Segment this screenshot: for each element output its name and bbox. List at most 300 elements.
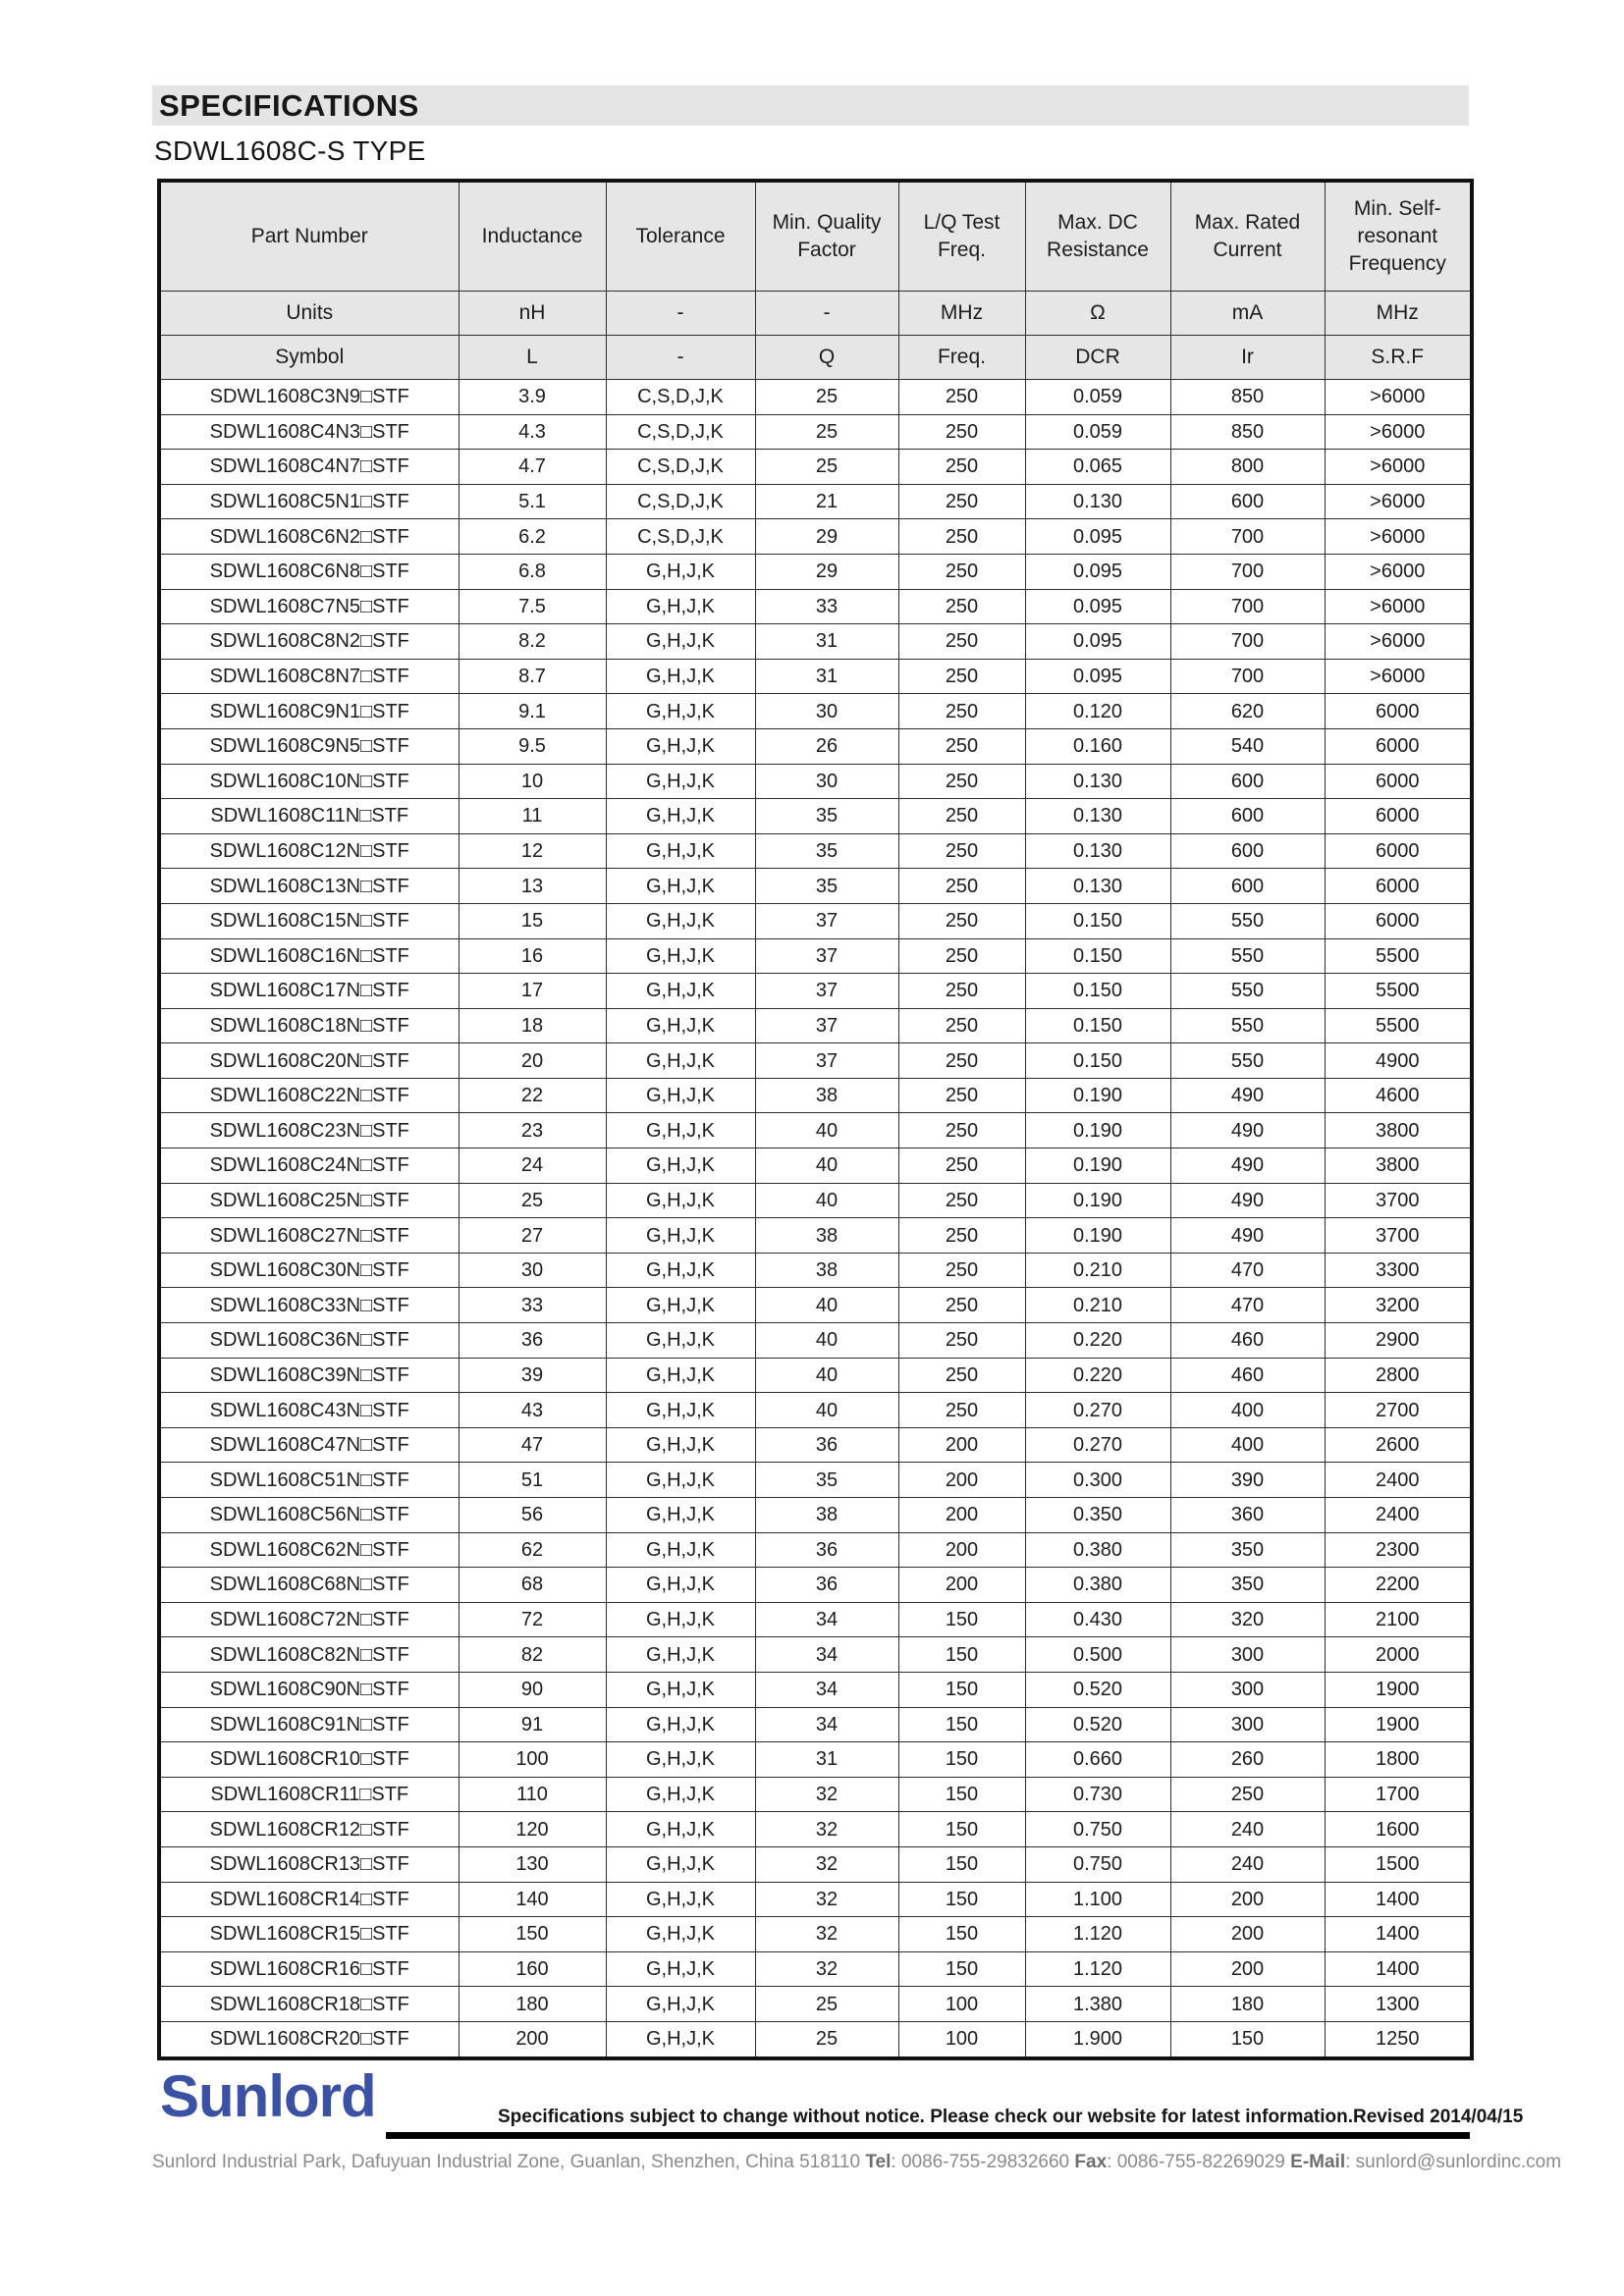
- table-row: [159, 938, 1472, 974]
- cell-min_self_resonant_frequency: 1400: [1325, 1882, 1472, 1917]
- header-row: [159, 181, 1472, 292]
- cell-inductance: 51: [459, 1463, 606, 1498]
- cell-min_self_resonant_frequency: 4900: [1325, 1043, 1472, 1079]
- cell-min_quality_factor: 26: [755, 728, 898, 764]
- cell-max_dc_resistance: 0.300: [1025, 1463, 1170, 1498]
- cell-inductance: 12: [459, 833, 606, 869]
- cell-tolerance: G,H,J,K: [606, 728, 755, 764]
- cell-part_number: SDWL1608C16N□STF: [159, 938, 459, 974]
- cell-max_rated_current: 300: [1170, 1707, 1325, 1742]
- cell-max_rated_current: 550: [1170, 903, 1325, 938]
- cell-min_self_resonant_frequency: 3800: [1325, 1148, 1472, 1184]
- cell-max_rated_current: 240: [1170, 1812, 1325, 1847]
- cell-lq_test_freq: 250: [898, 380, 1025, 415]
- cell-max_rated_current: 390: [1170, 1463, 1325, 1498]
- cell-min_self_resonant_frequency: 2200: [1325, 1568, 1472, 1603]
- col-header-min-srf: Min. Self-resonant Frequency: [1325, 181, 1472, 292]
- cell-part_number: SDWL1608CR15□STF: [159, 1917, 459, 1952]
- cell-inductance: 90: [459, 1672, 606, 1707]
- symbol-quality-factor: Q: [755, 336, 898, 380]
- cell-tolerance: G,H,J,K: [606, 1951, 755, 1987]
- cell-max_rated_current: 490: [1170, 1113, 1325, 1148]
- cell-part_number: SDWL1608C62N□STF: [159, 1532, 459, 1568]
- col-header-lq-test-freq: L/Q Test Freq.: [898, 181, 1025, 292]
- cell-tolerance: G,H,J,K: [606, 554, 755, 589]
- cell-max_rated_current: 550: [1170, 1008, 1325, 1043]
- cell-tolerance: G,H,J,K: [606, 589, 755, 624]
- cell-max_rated_current: 620: [1170, 694, 1325, 729]
- cell-max_rated_current: 600: [1170, 833, 1325, 869]
- cell-inductance: 6.8: [459, 554, 606, 589]
- cell-max_rated_current: 360: [1170, 1498, 1325, 1533]
- cell-inductance: 18: [459, 1008, 606, 1043]
- cell-min_self_resonant_frequency: 2600: [1325, 1427, 1472, 1463]
- unit-srf: MHz: [1325, 292, 1472, 336]
- cell-part_number: SDWL1608C90N□STF: [159, 1672, 459, 1707]
- cell-min_self_resonant_frequency: 3200: [1325, 1288, 1472, 1323]
- cell-min_self_resonant_frequency: >6000: [1325, 380, 1472, 415]
- cell-part_number: SDWL1608C8N2□STF: [159, 624, 459, 660]
- sunlord-logo: Sunlord: [160, 2063, 376, 2129]
- cell-lq_test_freq: 250: [898, 903, 1025, 938]
- cell-lq_test_freq: 150: [898, 1951, 1025, 1987]
- cell-part_number: SDWL1608CR11□STF: [159, 1777, 459, 1812]
- unit-tolerance: -: [606, 292, 755, 336]
- cell-tolerance: G,H,J,K: [606, 833, 755, 869]
- cell-min_self_resonant_frequency: 6000: [1325, 764, 1472, 799]
- cell-part_number: SDWL1608C39N□STF: [159, 1358, 459, 1393]
- cell-lq_test_freq: 250: [898, 1218, 1025, 1254]
- cell-inductance: 150: [459, 1917, 606, 1952]
- cell-inductance: 91: [459, 1707, 606, 1742]
- cell-lq_test_freq: 150: [898, 1846, 1025, 1882]
- cell-tolerance: G,H,J,K: [606, 1602, 755, 1637]
- cell-part_number: SDWL1608C9N1□STF: [159, 694, 459, 729]
- table-row: [159, 1043, 1472, 1079]
- cell-part_number: SDWL1608C30N□STF: [159, 1253, 459, 1288]
- cell-min_quality_factor: 36: [755, 1568, 898, 1603]
- cell-max_rated_current: 460: [1170, 1323, 1325, 1359]
- cell-max_rated_current: 150: [1170, 2021, 1325, 2057]
- revised-date: Revised 2014/04/15: [1353, 2107, 1524, 2127]
- table-row: [159, 1393, 1472, 1428]
- cell-inductance: 36: [459, 1323, 606, 1359]
- cell-inductance: 180: [459, 1987, 606, 2022]
- cell-lq_test_freq: 200: [898, 1463, 1025, 1498]
- cell-tolerance: G,H,J,K: [606, 1672, 755, 1707]
- cell-max_dc_resistance: 0.350: [1025, 1498, 1170, 1533]
- table-row: [159, 1637, 1472, 1673]
- cell-part_number: SDWL1608C18N□STF: [159, 1008, 459, 1043]
- cell-inductance: 8.2: [459, 624, 606, 660]
- cell-part_number: SDWL1608C4N3□STF: [159, 414, 459, 450]
- cell-inductance: 4.7: [459, 450, 606, 485]
- cell-tolerance: C,S,D,J,K: [606, 380, 755, 415]
- cell-max_rated_current: 240: [1170, 1846, 1325, 1882]
- cell-max_dc_resistance: 0.190: [1025, 1113, 1170, 1148]
- cell-max_rated_current: 300: [1170, 1672, 1325, 1707]
- cell-part_number: SDWL1608C9N5□STF: [159, 728, 459, 764]
- section-title-bar: [152, 85, 1469, 126]
- cell-part_number: SDWL1608CR10□STF: [159, 1742, 459, 1778]
- cell-max_dc_resistance: 0.130: [1025, 833, 1170, 869]
- cell-tolerance: G,H,J,K: [606, 1148, 755, 1184]
- part-type-subtitle: SDWL1608C-S TYPE: [154, 135, 426, 166]
- symbol-srf: S.R.F: [1325, 336, 1472, 380]
- cell-min_quality_factor: 33: [755, 589, 898, 624]
- cell-max_rated_current: 600: [1170, 799, 1325, 834]
- cell-part_number: SDWL1608C27N□STF: [159, 1218, 459, 1254]
- cell-part_number: SDWL1608C33N□STF: [159, 1288, 459, 1323]
- cell-min_self_resonant_frequency: 1300: [1325, 1987, 1472, 2022]
- cell-min_quality_factor: 32: [755, 1846, 898, 1882]
- cell-min_quality_factor: 35: [755, 799, 898, 834]
- cell-inductance: 6.2: [459, 519, 606, 555]
- cell-max_rated_current: 700: [1170, 589, 1325, 624]
- cell-max_rated_current: 320: [1170, 1602, 1325, 1637]
- cell-min_quality_factor: 36: [755, 1427, 898, 1463]
- cell-max_dc_resistance: 0.210: [1025, 1288, 1170, 1323]
- cell-max_rated_current: 200: [1170, 1882, 1325, 1917]
- cell-inductance: 9.1: [459, 694, 606, 729]
- table-row: [159, 1987, 1472, 2022]
- cell-part_number: SDWL1608C17N□STF: [159, 974, 459, 1009]
- cell-min_quality_factor: 36: [755, 1532, 898, 1568]
- cell-tolerance: G,H,J,K: [606, 1498, 755, 1533]
- cell-min_self_resonant_frequency: 1900: [1325, 1707, 1472, 1742]
- cell-max_dc_resistance: 0.270: [1025, 1427, 1170, 1463]
- cell-min_self_resonant_frequency: 2900: [1325, 1323, 1472, 1359]
- cell-inductance: 8.7: [459, 659, 606, 694]
- cell-tolerance: G,H,J,K: [606, 1568, 755, 1603]
- cell-tolerance: G,H,J,K: [606, 1532, 755, 1568]
- cell-min_quality_factor: 40: [755, 1113, 898, 1148]
- cell-min_quality_factor: 32: [755, 1777, 898, 1812]
- cell-lq_test_freq: 250: [898, 1288, 1025, 1323]
- unit-quality-factor: -: [755, 292, 898, 336]
- table-row: [159, 764, 1472, 799]
- cell-max_rated_current: 540: [1170, 728, 1325, 764]
- table-row: [159, 519, 1472, 555]
- cell-inductance: 39: [459, 1358, 606, 1393]
- cell-min_quality_factor: 25: [755, 414, 898, 450]
- cell-inductance: 5.1: [459, 484, 606, 519]
- symbol-test-freq: Freq.: [898, 336, 1025, 380]
- cell-max_rated_current: 250: [1170, 1777, 1325, 1812]
- col-header-max-rated-current: Max. Rated Current: [1170, 181, 1325, 292]
- cell-min_quality_factor: 34: [755, 1637, 898, 1673]
- cell-tolerance: C,S,D,J,K: [606, 484, 755, 519]
- cell-max_dc_resistance: 0.120: [1025, 694, 1170, 729]
- cell-min_self_resonant_frequency: 1800: [1325, 1742, 1472, 1778]
- unit-test-freq: MHz: [898, 292, 1025, 336]
- cell-lq_test_freq: 250: [898, 764, 1025, 799]
- cell-max_rated_current: 470: [1170, 1288, 1325, 1323]
- table-row: [159, 484, 1472, 519]
- tel-number: : 0086-755-29832660: [891, 2152, 1070, 2172]
- table-row: [159, 659, 1472, 694]
- cell-lq_test_freq: 250: [898, 1043, 1025, 1079]
- cell-max_rated_current: 550: [1170, 974, 1325, 1009]
- cell-lq_test_freq: 250: [898, 624, 1025, 660]
- cell-max_dc_resistance: 0.380: [1025, 1532, 1170, 1568]
- table-row: [159, 1707, 1472, 1742]
- cell-min_quality_factor: 25: [755, 1987, 898, 2022]
- cell-max_dc_resistance: 0.380: [1025, 1568, 1170, 1603]
- cell-inductance: 43: [459, 1393, 606, 1428]
- cell-min_self_resonant_frequency: 2700: [1325, 1393, 1472, 1428]
- cell-lq_test_freq: 150: [898, 1707, 1025, 1742]
- cell-inductance: 47: [459, 1427, 606, 1463]
- cell-tolerance: G,H,J,K: [606, 1812, 755, 1847]
- cell-min_quality_factor: 32: [755, 1917, 898, 1952]
- cell-min_self_resonant_frequency: >6000: [1325, 659, 1472, 694]
- cell-part_number: SDWL1608C11N□STF: [159, 799, 459, 834]
- cell-min_self_resonant_frequency: 1400: [1325, 1951, 1472, 1987]
- table-row: [159, 1568, 1472, 1603]
- cell-inductance: 11: [459, 799, 606, 834]
- cell-min_quality_factor: 37: [755, 938, 898, 974]
- cell-lq_test_freq: 200: [898, 1427, 1025, 1463]
- cell-max_dc_resistance: 0.065: [1025, 450, 1170, 485]
- cell-part_number: SDWL1608CR20□STF: [159, 2021, 459, 2057]
- cell-min_self_resonant_frequency: 2400: [1325, 1498, 1472, 1533]
- cell-min_quality_factor: 31: [755, 659, 898, 694]
- table-row: [159, 589, 1472, 624]
- cell-inductance: 62: [459, 1532, 606, 1568]
- cell-inductance: 56: [459, 1498, 606, 1533]
- cell-inductance: 100: [459, 1742, 606, 1778]
- cell-min_quality_factor: 34: [755, 1707, 898, 1742]
- col-header-tolerance: Tolerance: [606, 181, 755, 292]
- cell-max_dc_resistance: 0.210: [1025, 1253, 1170, 1288]
- cell-lq_test_freq: 250: [898, 1253, 1025, 1288]
- cell-lq_test_freq: 150: [898, 1602, 1025, 1637]
- cell-min_self_resonant_frequency: >6000: [1325, 414, 1472, 450]
- cell-min_self_resonant_frequency: >6000: [1325, 589, 1472, 624]
- cell-part_number: SDWL1608C3N9□STF: [159, 380, 459, 415]
- cell-lq_test_freq: 250: [898, 938, 1025, 974]
- cell-min_quality_factor: 40: [755, 1148, 898, 1184]
- units-row-label: Units: [159, 292, 459, 336]
- cell-tolerance: G,H,J,K: [606, 1917, 755, 1952]
- cell-tolerance: G,H,J,K: [606, 1043, 755, 1079]
- table-row: [159, 1602, 1472, 1637]
- cell-max_dc_resistance: 0.190: [1025, 1078, 1170, 1113]
- cell-part_number: SDWL1608CR16□STF: [159, 1951, 459, 1987]
- cell-max_dc_resistance: 0.130: [1025, 869, 1170, 904]
- cell-tolerance: G,H,J,K: [606, 903, 755, 938]
- cell-max_dc_resistance: 1.380: [1025, 1987, 1170, 2022]
- cell-tolerance: G,H,J,K: [606, 938, 755, 974]
- cell-min_quality_factor: 40: [755, 1393, 898, 1428]
- cell-tolerance: G,H,J,K: [606, 1637, 755, 1673]
- cell-lq_test_freq: 250: [898, 1358, 1025, 1393]
- cell-part_number: SDWL1608C5N1□STF: [159, 484, 459, 519]
- cell-part_number: SDWL1608CR14□STF: [159, 1882, 459, 1917]
- cell-part_number: SDWL1608C8N7□STF: [159, 659, 459, 694]
- cell-part_number: SDWL1608C47N□STF: [159, 1427, 459, 1463]
- table-row: [159, 1672, 1472, 1707]
- symbol-row: [159, 336, 1472, 380]
- cell-tolerance: C,S,D,J,K: [606, 450, 755, 485]
- cell-min_self_resonant_frequency: 2300: [1325, 1532, 1472, 1568]
- cell-lq_test_freq: 250: [898, 1113, 1025, 1148]
- cell-min_self_resonant_frequency: 1700: [1325, 1777, 1472, 1812]
- cell-tolerance: G,H,J,K: [606, 1777, 755, 1812]
- cell-max_rated_current: 700: [1170, 519, 1325, 555]
- cell-min_self_resonant_frequency: 5500: [1325, 974, 1472, 1009]
- cell-min_quality_factor: 29: [755, 554, 898, 589]
- cell-part_number: SDWL1608CR12□STF: [159, 1812, 459, 1847]
- cell-max_rated_current: 490: [1170, 1148, 1325, 1184]
- table-row: [159, 1917, 1472, 1952]
- cell-min_self_resonant_frequency: >6000: [1325, 519, 1472, 555]
- table-row: [159, 974, 1472, 1009]
- cell-part_number: SDWL1608C36N□STF: [159, 1323, 459, 1359]
- cell-max_dc_resistance: 1.120: [1025, 1951, 1170, 1987]
- cell-min_quality_factor: 40: [755, 1358, 898, 1393]
- cell-min_self_resonant_frequency: 6000: [1325, 903, 1472, 938]
- unit-rated-current: mA: [1170, 292, 1325, 336]
- email-label: E-Mail: [1290, 2152, 1346, 2172]
- company-address: Sunlord Industrial Park, Dafuyuan Industrial Zone, Guanlan, Shenzhen, China 518110: [152, 2152, 861, 2172]
- cell-lq_test_freq: 250: [898, 519, 1025, 555]
- cell-max_dc_resistance: 1.900: [1025, 2021, 1170, 2057]
- cell-tolerance: C,S,D,J,K: [606, 519, 755, 555]
- cell-tolerance: G,H,J,K: [606, 624, 755, 660]
- cell-inductance: 120: [459, 1812, 606, 1847]
- cell-max_dc_resistance: 0.150: [1025, 903, 1170, 938]
- cell-min_quality_factor: 37: [755, 903, 898, 938]
- cell-min_self_resonant_frequency: 3700: [1325, 1218, 1472, 1254]
- cell-part_number: SDWL1608C72N□STF: [159, 1602, 459, 1637]
- cell-max_dc_resistance: 0.430: [1025, 1602, 1170, 1637]
- cell-min_self_resonant_frequency: 6000: [1325, 799, 1472, 834]
- cell-inductance: 17: [459, 974, 606, 1009]
- table-row: [159, 728, 1472, 764]
- cell-min_self_resonant_frequency: 3300: [1325, 1253, 1472, 1288]
- table-row: [159, 450, 1472, 485]
- cell-max_rated_current: 200: [1170, 1917, 1325, 1952]
- cell-lq_test_freq: 250: [898, 1393, 1025, 1428]
- unit-inductance: nH: [459, 292, 606, 336]
- unit-dc-resistance: Ω: [1025, 292, 1170, 336]
- cell-lq_test_freq: 200: [898, 1498, 1025, 1533]
- cell-tolerance: G,H,J,K: [606, 1463, 755, 1498]
- table-row: [159, 1742, 1472, 1778]
- cell-inductance: 4.3: [459, 414, 606, 450]
- cell-inductance: 13: [459, 869, 606, 904]
- table-row: [159, 1812, 1472, 1847]
- cell-min_quality_factor: 32: [755, 1882, 898, 1917]
- cell-max_rated_current: 550: [1170, 1043, 1325, 1079]
- page-title: SPECIFICATIONS: [159, 87, 419, 123]
- cell-part_number: SDWL1608C51N□STF: [159, 1463, 459, 1498]
- cell-inductance: 16: [459, 938, 606, 974]
- cell-tolerance: G,H,J,K: [606, 1323, 755, 1359]
- cell-min_quality_factor: 25: [755, 380, 898, 415]
- table-row: [159, 869, 1472, 904]
- cell-lq_test_freq: 250: [898, 659, 1025, 694]
- cell-tolerance: G,H,J,K: [606, 694, 755, 729]
- cell-max_rated_current: 470: [1170, 1253, 1325, 1288]
- cell-min_quality_factor: 38: [755, 1253, 898, 1288]
- cell-max_dc_resistance: 0.150: [1025, 974, 1170, 1009]
- cell-max_dc_resistance: 0.095: [1025, 519, 1170, 555]
- table-row: [159, 833, 1472, 869]
- cell-max_dc_resistance: 0.130: [1025, 484, 1170, 519]
- cell-tolerance: G,H,J,K: [606, 1882, 755, 1917]
- cell-max_rated_current: 700: [1170, 554, 1325, 589]
- cell-min_quality_factor: 35: [755, 1463, 898, 1498]
- cell-min_quality_factor: 35: [755, 833, 898, 869]
- cell-inductance: 22: [459, 1078, 606, 1113]
- cell-max_rated_current: 700: [1170, 624, 1325, 660]
- cell-min_quality_factor: 29: [755, 519, 898, 555]
- cell-part_number: SDWL1608C20N□STF: [159, 1043, 459, 1079]
- cell-lq_test_freq: 250: [898, 554, 1025, 589]
- spec-table-rows: [159, 380, 1472, 2058]
- table-row: [159, 1846, 1472, 1882]
- cell-lq_test_freq: 250: [898, 450, 1025, 485]
- col-header-part-number: Part Number: [159, 181, 459, 292]
- cell-min_quality_factor: 37: [755, 974, 898, 1009]
- cell-tolerance: G,H,J,K: [606, 1987, 755, 2022]
- cell-max_rated_current: 600: [1170, 484, 1325, 519]
- cell-lq_test_freq: 150: [898, 1742, 1025, 1778]
- cell-tolerance: G,H,J,K: [606, 1218, 755, 1254]
- cell-inductance: 68: [459, 1568, 606, 1603]
- table-row: [159, 1463, 1472, 1498]
- cell-min_self_resonant_frequency: 6000: [1325, 869, 1472, 904]
- cell-max_dc_resistance: 0.095: [1025, 554, 1170, 589]
- cell-inductance: 27: [459, 1218, 606, 1254]
- cell-min_self_resonant_frequency: 1900: [1325, 1672, 1472, 1707]
- cell-min_quality_factor: 32: [755, 1812, 898, 1847]
- cell-inductance: 33: [459, 1288, 606, 1323]
- cell-inductance: 23: [459, 1113, 606, 1148]
- cell-inductance: 160: [459, 1951, 606, 1987]
- cell-inductance: 72: [459, 1602, 606, 1637]
- cell-part_number: SDWL1608C82N□STF: [159, 1637, 459, 1673]
- cell-max_dc_resistance: 0.520: [1025, 1672, 1170, 1707]
- cell-max_rated_current: 460: [1170, 1358, 1325, 1393]
- cell-min_self_resonant_frequency: 1400: [1325, 1917, 1472, 1952]
- cell-min_self_resonant_frequency: 3800: [1325, 1113, 1472, 1148]
- cell-min_quality_factor: 25: [755, 450, 898, 485]
- cell-max_rated_current: 800: [1170, 450, 1325, 485]
- col-header-inductance: Inductance: [459, 181, 606, 292]
- table-row: [159, 1008, 1472, 1043]
- cell-part_number: SDWL1608CR18□STF: [159, 1987, 459, 2022]
- cell-lq_test_freq: 150: [898, 1777, 1025, 1812]
- cell-lq_test_freq: 250: [898, 1148, 1025, 1184]
- cell-min_quality_factor: 21: [755, 484, 898, 519]
- col-header-max-dc-resistance: Max. DC Resistance: [1025, 181, 1170, 292]
- cell-part_number: SDWL1608C6N8□STF: [159, 554, 459, 589]
- cell-min_self_resonant_frequency: 6000: [1325, 728, 1472, 764]
- symbol-rated-current: Ir: [1170, 336, 1325, 380]
- cell-min_quality_factor: 25: [755, 2021, 898, 2057]
- cell-max_dc_resistance: 0.059: [1025, 380, 1170, 415]
- table-row: [159, 903, 1472, 938]
- cell-max_dc_resistance: 1.100: [1025, 1882, 1170, 1917]
- cell-tolerance: G,H,J,K: [606, 974, 755, 1009]
- cell-min_self_resonant_frequency: 5500: [1325, 1008, 1472, 1043]
- cell-max_dc_resistance: 0.660: [1025, 1742, 1170, 1778]
- cell-part_number: SDWL1608C12N□STF: [159, 833, 459, 869]
